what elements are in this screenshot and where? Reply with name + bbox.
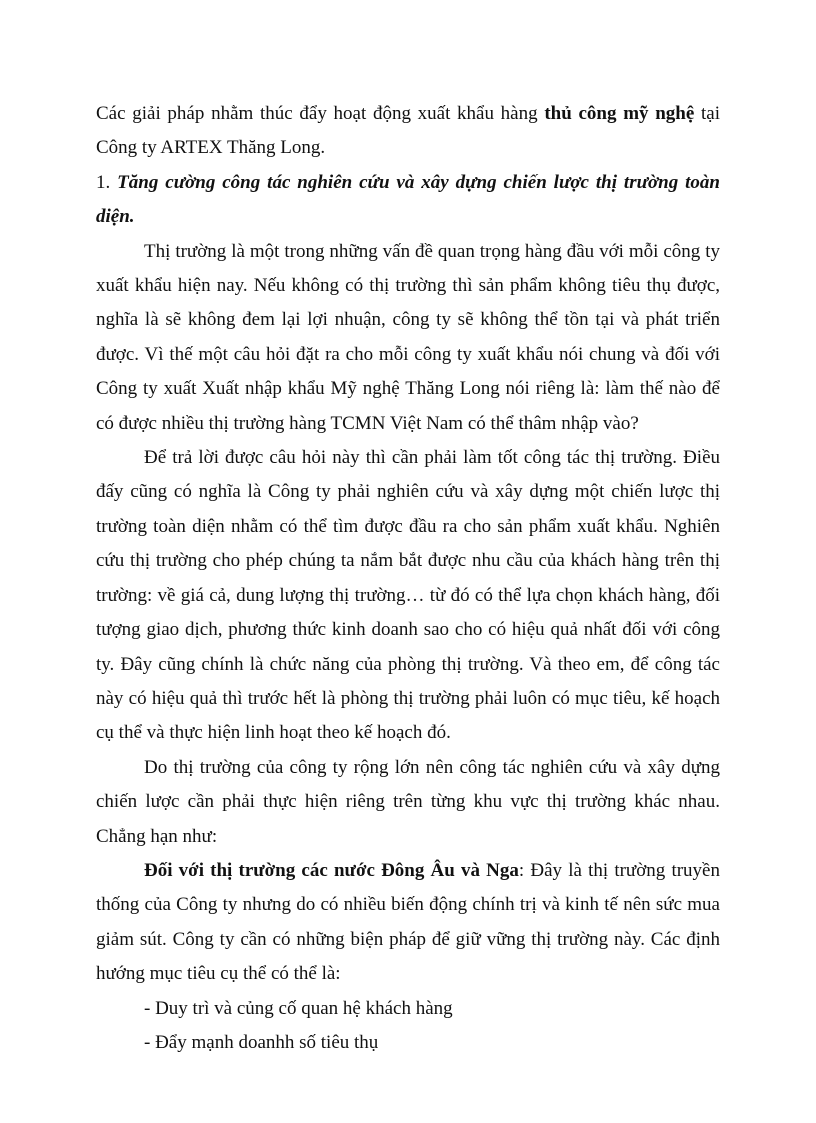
body-paragraph-2: Để trả lời được câu hỏi này thì cần phải làm tốt công tác thị trường. Điều đấy cũng có nghĩa là Công ty phải nghiên cứu và xây dựng một chiến lược thị trường toàn diện nhằm có thể tìm được đầu ra cho sản phẩm xuất khẩu. Nghiên cứu thị trường cho phép chúng ta nắm bắt được nhu cầu của khách hàng trên thị trường: về giá cả, dung lượng thị trường… từ đó có thể lựa chọn khách hàng, đối tượng giao dịch, phương thức kinh doanh sao cho có hiệu quả nhất đối với công ty. Đây cũng chính là chức năng của phòng thị trường. Và theo em, để công tác này có hiệu quả thì trước hết là phòng thị trường phải luôn có mục tiêu, kế hoạch cụ thể và thực hiện linh hoạt theo kế hoạch đó. — [96, 447, 720, 744]
intro-paragraph — [96, 97, 720, 166]
body-paragraph-1: Thị trường là một trong những vấn đề quan trọng hàng đầu với mỗi công ty xuất khẩu hiện nay. Nếu không có thị trường thì sản phẩm không tiêu thụ được, nghĩa là sẽ không đem lại lợi nhuận, công ty sẽ không thể tồn tại và phát triển được. Vì thế một câu hỏi đặt ra cho mỗi công ty xuất khẩu nói chung và đối với Công ty xuất Xuất nhập khẩu Mỹ nghệ Thăng Long nói riêng là: làm thế nào để có được nhiều thị trường hàng TCMN Việt Nam có thể thâm nhập vào? — [96, 240, 720, 434]
section-title: Tăng cường công tác nghiên cứu và xây dựng chiến lược thị trường toàn diện. — [96, 171, 721, 228]
body-paragraph-3: Do thị trường của công ty rộng lớn nên công tác nghiên cứu và xây dựng chiến lược cần phải thực hiện riêng trên từng khu vực thị trường khác nhau. Chẳng hạn như: — [96, 756, 720, 847]
document-body — [96, 97, 720, 1060]
section-heading — [96, 166, 720, 235]
eastern-europe-text: : Đây là thị trường truyền thống của Công ty nhưng do có nhiều biến động chính trị và kinh tế nên sức mua giảm sút. Công ty cần có những biện pháp để giữ vững thị trường này. Các định hướng mục tiêu cụ thể có thể là: — [96, 859, 720, 985]
bullet-item-2: - Đẩy mạnh doanhh số tiêu thụ — [144, 1031, 379, 1053]
bullet-item-1: - Duy trì và củng cố quan hệ khách hàng — [144, 997, 453, 1019]
intro-text-before: Các giải pháp nhằm thúc đẩy hoạt động xuất khẩu hàng — [96, 103, 545, 124]
intro-text-after: tại Công ty ARTEX Thăng Long. — [96, 103, 720, 159]
eastern-europe-paragraph — [96, 854, 720, 992]
eastern-europe-label: Đối với thị trường các nước Đông Âu và Nga — [144, 859, 519, 881]
section-number: 1. — [96, 171, 111, 193]
intro-bold-phrase: thủ công mỹ nghệ — [544, 103, 695, 124]
